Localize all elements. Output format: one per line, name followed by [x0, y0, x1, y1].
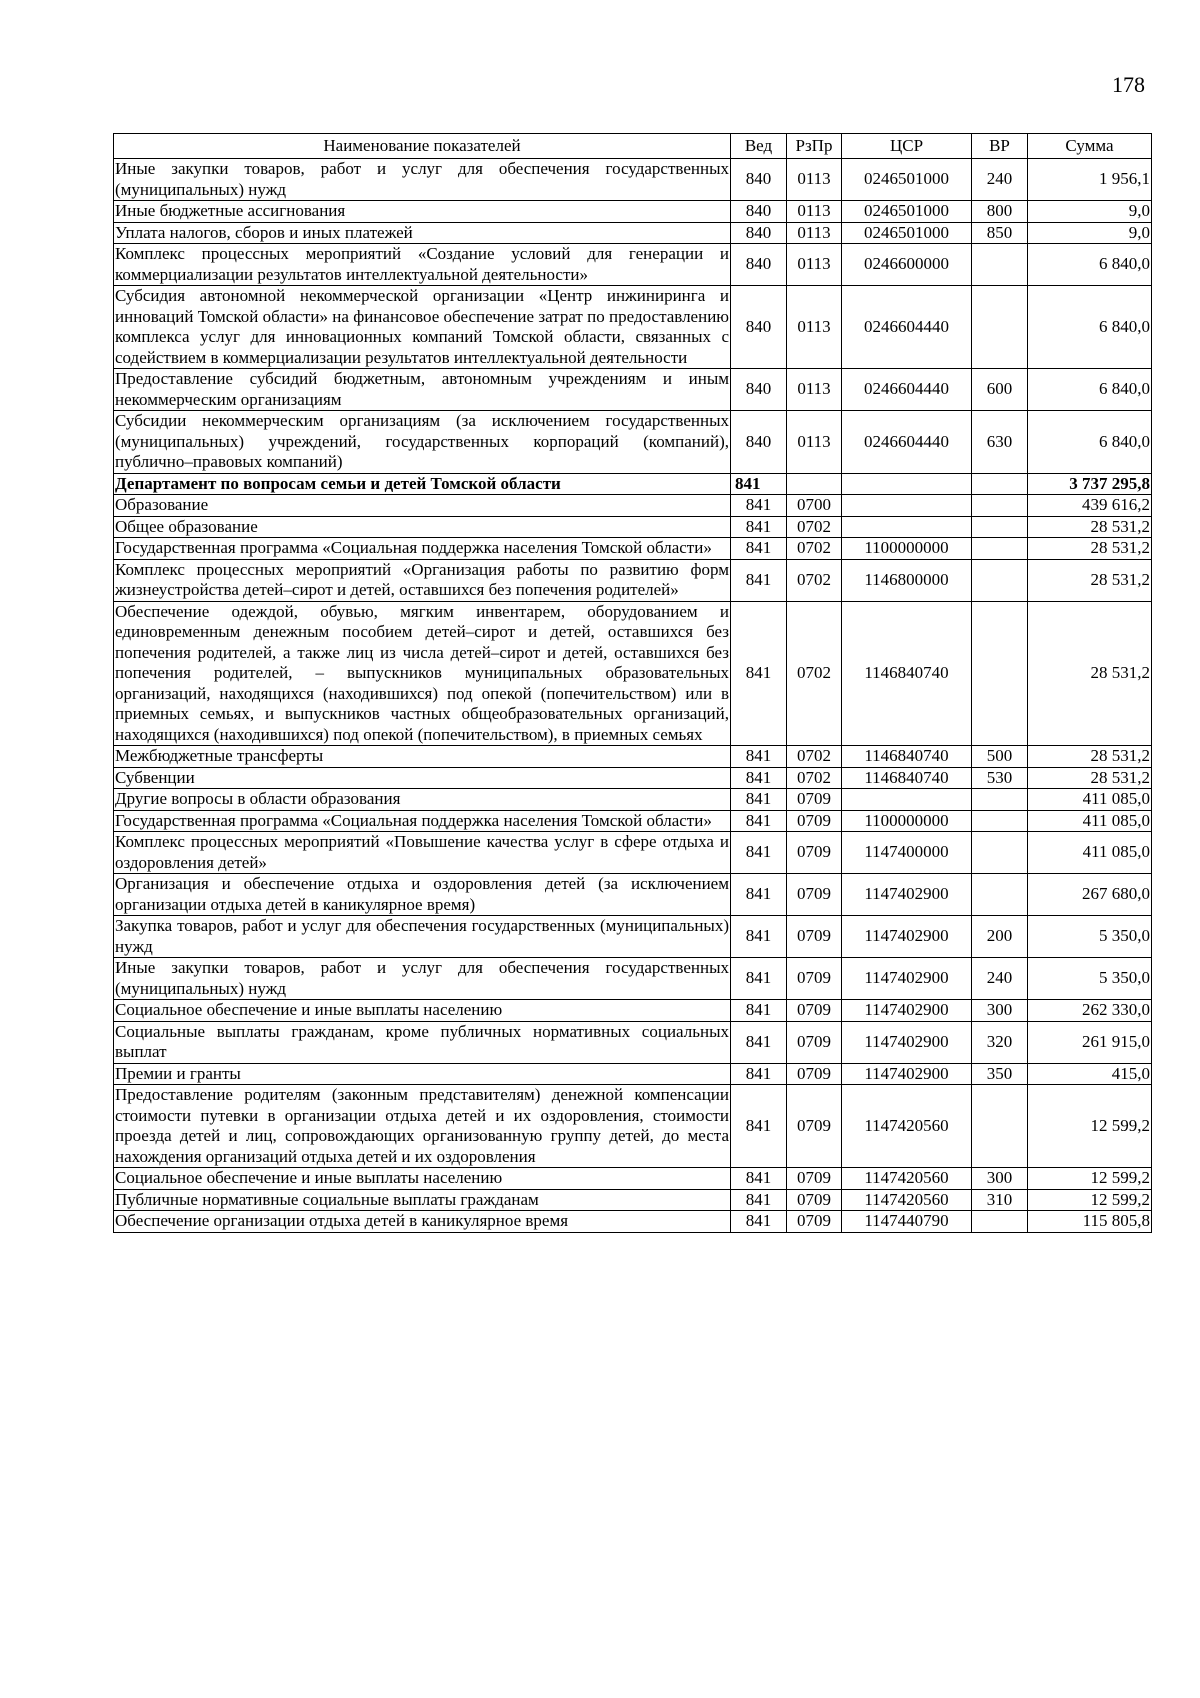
cell-sum: 9,0 [1028, 222, 1152, 244]
cell-sum: 9,0 [1028, 201, 1152, 223]
cell-rzpr: 0709 [787, 916, 842, 958]
cell-vr [972, 244, 1028, 286]
cell-vr: 800 [972, 201, 1028, 223]
table-row [114, 1063, 1152, 1085]
cell-sum: 411 085,0 [1028, 810, 1152, 832]
table-row [114, 159, 1152, 201]
cell-ved: 841 [731, 538, 787, 560]
cell-sum: 415,0 [1028, 1063, 1152, 1085]
cell-rzpr: 0113 [787, 411, 842, 474]
cell-sum: 261 915,0 [1028, 1021, 1152, 1063]
cell-ved: 840 [731, 411, 787, 474]
cell-name: Иные бюджетные ассигнования [114, 201, 731, 223]
cell-name: Закупка товаров, работ и услуг для обеспечения государственных (муниципальных) нужд [115, 916, 729, 956]
cell-csr: 0246604440 [842, 286, 972, 369]
cell-vr [972, 832, 1028, 874]
cell-vr: 600 [972, 369, 1028, 411]
cell-csr [842, 516, 972, 538]
cell-vr [972, 789, 1028, 811]
cell-vr [972, 1211, 1028, 1233]
cell-rzpr: 0113 [787, 244, 842, 286]
cell-csr [842, 473, 972, 495]
cell-vr: 320 [972, 1021, 1028, 1063]
cell-ved: 841 [731, 473, 787, 495]
cell-rzpr: 0702 [787, 767, 842, 789]
cell-ved: 841 [731, 832, 787, 874]
cell-rzpr: 0709 [787, 1000, 842, 1022]
table-row [114, 411, 1152, 474]
cell-vr: 300 [972, 1000, 1028, 1022]
cell-rzpr: 0709 [787, 874, 842, 916]
cell-name: Премии и гранты [114, 1063, 731, 1085]
cell-rzpr: 0709 [787, 1021, 842, 1063]
cell-rzpr: 0702 [787, 516, 842, 538]
cell-name: Субсидии некоммерческим организациям (за исключением государственных (муниципальных) учреждений, государственных корпораций (компаний), публично–правовых компаний) [115, 411, 729, 471]
cell-csr: 1147402900 [842, 1021, 972, 1063]
cell-name: Межбюджетные трансферты [114, 746, 731, 768]
cell-name: Иные закупки товаров, работ и услуг для обеспечения государственных (муниципальных) нужд [115, 159, 729, 199]
cell-vr: 300 [972, 1168, 1028, 1190]
cell-name: Предоставление родителям (законным представителям) денежной компенсации стоимости путевки в организации отдыха детей и их оздоровления, стоимости проезда детей и лиц, сопровождающих организованную группу детей, до места нахождения организаций отдыха детей и их оздоровления [115, 1085, 729, 1166]
cell-ved: 841 [731, 601, 787, 746]
cell-ved: 840 [731, 369, 787, 411]
header-ved: Вед [731, 134, 787, 159]
table-row [114, 1168, 1152, 1190]
table-row [114, 1085, 1152, 1168]
table-row [114, 1000, 1152, 1022]
cell-sum: 262 330,0 [1028, 1000, 1152, 1022]
cell-vr: 630 [972, 411, 1028, 474]
cell-csr: 1147402900 [842, 916, 972, 958]
cell-vr [972, 874, 1028, 916]
cell-sum: 28 531,2 [1028, 767, 1152, 789]
cell-ved: 841 [731, 958, 787, 1000]
cell-sum: 6 840,0 [1028, 369, 1152, 411]
cell-sum: 5 350,0 [1028, 916, 1152, 958]
cell-csr: 1146800000 [842, 559, 972, 601]
cell-ved: 841 [731, 1168, 787, 1190]
header-sum: Сумма [1028, 134, 1152, 159]
table-row [114, 916, 1152, 958]
table-row [114, 746, 1152, 768]
cell-ved: 841 [731, 559, 787, 601]
cell-name: Государственная программа «Социальная поддержка населения Томской области» [114, 538, 731, 560]
cell-vr [972, 286, 1028, 369]
cell-ved: 840 [731, 159, 787, 201]
cell-ved: 841 [731, 874, 787, 916]
cell-vr: 530 [972, 767, 1028, 789]
cell-name: Департамент по вопросам семьи и детей Томской области [114, 473, 731, 495]
cell-name: Публичные нормативные социальные выплаты гражданам [114, 1189, 731, 1211]
cell-sum: 411 085,0 [1028, 789, 1152, 811]
cell-rzpr: 0709 [787, 958, 842, 1000]
table-header-row [114, 134, 1152, 159]
cell-sum: 267 680,0 [1028, 874, 1152, 916]
cell-rzpr: 0709 [787, 1189, 842, 1211]
cell-name: Комплекс процессных мероприятий «Повышение качества услуг в сфере отдыха и оздоровления детей» [115, 832, 729, 872]
cell-vr [972, 810, 1028, 832]
cell-rzpr: 0113 [787, 159, 842, 201]
cell-csr: 1146840740 [842, 746, 972, 768]
table-row [114, 958, 1152, 1000]
header-name: Наименование показателей [114, 134, 731, 159]
cell-name: Предоставление субсидий бюджетным, автономным учреждениям и иным некоммерческим организациям [115, 369, 729, 409]
cell-vr: 850 [972, 222, 1028, 244]
cell-name: Образование [114, 495, 731, 517]
cell-csr: 1100000000 [842, 538, 972, 560]
cell-rzpr: 0709 [787, 1211, 842, 1233]
cell-name: Общее образование [114, 516, 731, 538]
table-row [114, 767, 1152, 789]
cell-csr: 1147400000 [842, 832, 972, 874]
cell-vr: 500 [972, 746, 1028, 768]
cell-sum: 411 085,0 [1028, 832, 1152, 874]
table-row [114, 810, 1152, 832]
cell-ved: 840 [731, 244, 787, 286]
cell-vr [972, 473, 1028, 495]
cell-ved: 841 [731, 767, 787, 789]
cell-csr: 0246501000 [842, 159, 972, 201]
cell-rzpr: 0709 [787, 1063, 842, 1085]
cell-sum: 28 531,2 [1028, 516, 1152, 538]
cell-csr [842, 789, 972, 811]
table-row [114, 473, 1152, 495]
cell-csr: 1147402900 [842, 1063, 972, 1085]
cell-rzpr: 0700 [787, 495, 842, 517]
cell-sum: 439 616,2 [1028, 495, 1152, 517]
cell-csr [842, 495, 972, 517]
cell-rzpr: 0113 [787, 201, 842, 223]
cell-ved: 840 [731, 222, 787, 244]
cell-ved: 841 [731, 1063, 787, 1085]
cell-vr [972, 516, 1028, 538]
table-row [114, 495, 1152, 517]
cell-sum: 28 531,2 [1028, 601, 1152, 746]
table-row [114, 559, 1152, 601]
cell-rzpr: 0113 [787, 222, 842, 244]
cell-rzpr: 0702 [787, 601, 842, 746]
cell-vr: 200 [972, 916, 1028, 958]
cell-ved: 841 [731, 516, 787, 538]
cell-rzpr: 0113 [787, 369, 842, 411]
cell-name: Государственная программа «Социальная поддержка населения Томской области» [114, 810, 731, 832]
cell-rzpr [787, 473, 842, 495]
cell-ved: 841 [731, 495, 787, 517]
cell-sum: 5 350,0 [1028, 958, 1152, 1000]
cell-name: Социальное обеспечение и иные выплаты населению [114, 1168, 731, 1190]
header-rzpr: РзПр [787, 134, 842, 159]
cell-csr: 1147440790 [842, 1211, 972, 1233]
cell-name: Обеспечение организации отдыха детей в каникулярное время [114, 1211, 731, 1233]
table-row [114, 538, 1152, 560]
cell-csr: 1147420560 [842, 1189, 972, 1211]
table-row [114, 516, 1152, 538]
budget-table [113, 133, 1152, 1233]
cell-name: Социальные выплаты гражданам, кроме публичных нормативных социальных выплат [115, 1021, 729, 1061]
cell-sum: 28 531,2 [1028, 538, 1152, 560]
table-row [114, 201, 1152, 223]
cell-name: Другие вопросы в области образования [114, 789, 731, 811]
table-row [114, 1189, 1152, 1211]
header-csr: ЦСР [842, 134, 972, 159]
cell-ved: 841 [731, 1211, 787, 1233]
cell-rzpr: 0709 [787, 832, 842, 874]
cell-name: Уплата налогов, сборов и иных платежей [114, 222, 731, 244]
table-row [114, 832, 1152, 874]
cell-csr: 1146840740 [842, 601, 972, 746]
cell-sum: 6 840,0 [1028, 411, 1152, 474]
cell-sum: 28 531,2 [1028, 559, 1152, 601]
table-body [114, 159, 1152, 1233]
cell-rzpr: 0709 [787, 810, 842, 832]
cell-name: Социальное обеспечение и иные выплаты населению [114, 1000, 731, 1022]
cell-vr [972, 601, 1028, 746]
cell-name: Обеспечение одеждой, обувью, мягким инвентарем, оборудованием и единовременным денежным пособием детей–сирот и детей, оставшихся без попечения родителей, а также лиц из числа детей–сирот и детей, оставшихся без попечения родителей, – выпускников муниципальных образовательных организаций, находящихся (находившихся) под опекой (попечительством) или в приемных семьях, и выпускников частных общеобразовательных организаций, находящихся (находившихся) под опекой (попечительством), в приемных семьях [115, 601, 729, 744]
cell-csr: 1147402900 [842, 958, 972, 1000]
cell-sum: 6 840,0 [1028, 244, 1152, 286]
cell-sum: 28 531,2 [1028, 746, 1152, 768]
cell-rzpr: 0702 [787, 746, 842, 768]
cell-csr: 0246604440 [842, 369, 972, 411]
cell-ved: 841 [731, 810, 787, 832]
cell-name: Комплекс процессных мероприятий «Организация работы по развитию форм жизнеустройства детей–сирот и детей, оставшихся без попечения родителей» [115, 559, 729, 599]
cell-rzpr: 0709 [787, 1168, 842, 1190]
cell-ved: 841 [731, 1189, 787, 1211]
header-vr: ВР [972, 134, 1028, 159]
cell-sum: 115 805,8 [1028, 1211, 1152, 1233]
cell-ved: 840 [731, 201, 787, 223]
cell-csr: 1147420560 [842, 1085, 972, 1168]
cell-csr: 1100000000 [842, 810, 972, 832]
cell-csr: 0246600000 [842, 244, 972, 286]
cell-rzpr: 0709 [787, 789, 842, 811]
cell-ved: 841 [731, 1085, 787, 1168]
cell-csr: 0246501000 [842, 201, 972, 223]
page-number: 178 [1112, 72, 1145, 97]
cell-name: Организация и обеспечение отдыха и оздоровления детей (за исключением организации отдыха детей в каникулярное время) [115, 874, 729, 914]
cell-rzpr: 0709 [787, 1085, 842, 1168]
cell-csr: 0246501000 [842, 222, 972, 244]
cell-rzpr: 0113 [787, 286, 842, 369]
cell-csr: 1147420560 [842, 1168, 972, 1190]
table-row [114, 1211, 1152, 1233]
table-row [114, 244, 1152, 286]
cell-name: Иные закупки товаров, работ и услуг для обеспечения государственных (муниципальных) нужд [115, 958, 729, 998]
table-row [114, 601, 1152, 746]
cell-rzpr: 0702 [787, 538, 842, 560]
cell-ved: 840 [731, 286, 787, 369]
cell-vr: 240 [972, 958, 1028, 1000]
table-row [114, 789, 1152, 811]
cell-name: Субсидия автономной некоммерческой организации «Центр инжиниринга и инноваций Томской области» на финансовое обеспечение затрат по предоставлению комплекса услуг для инновационных компаний Томской области, связанных с содействием в коммерциализации результатов интеллектуальной деятельности [115, 286, 729, 367]
cell-ved: 841 [731, 1021, 787, 1063]
cell-sum: 12 599,2 [1028, 1168, 1152, 1190]
cell-sum: 12 599,2 [1028, 1189, 1152, 1211]
cell-ved: 841 [731, 789, 787, 811]
cell-vr [972, 559, 1028, 601]
table-row [114, 222, 1152, 244]
cell-vr: 310 [972, 1189, 1028, 1211]
cell-csr: 1146840740 [842, 767, 972, 789]
table-row [114, 1021, 1152, 1063]
cell-sum: 6 840,0 [1028, 286, 1152, 369]
cell-csr: 0246604440 [842, 411, 972, 474]
cell-ved: 841 [731, 916, 787, 958]
table-row [114, 874, 1152, 916]
cell-vr [972, 538, 1028, 560]
cell-name: Субвенции [114, 767, 731, 789]
cell-vr [972, 1085, 1028, 1168]
table-row [114, 369, 1152, 411]
cell-sum: 1 956,1 [1028, 159, 1152, 201]
cell-csr: 1147402900 [842, 1000, 972, 1022]
cell-ved: 841 [731, 746, 787, 768]
cell-sum: 3 737 295,8 [1028, 473, 1152, 495]
cell-rzpr: 0702 [787, 559, 842, 601]
table-row [114, 286, 1152, 369]
cell-vr: 240 [972, 159, 1028, 201]
cell-ved: 841 [731, 1000, 787, 1022]
cell-name: Комплекс процессных мероприятий «Создание условий для генерации и коммерциализации результатов интеллектуальной деятельности» [115, 244, 729, 284]
cell-sum: 12 599,2 [1028, 1085, 1152, 1168]
cell-csr: 1147402900 [842, 874, 972, 916]
cell-vr [972, 495, 1028, 517]
cell-vr: 350 [972, 1063, 1028, 1085]
